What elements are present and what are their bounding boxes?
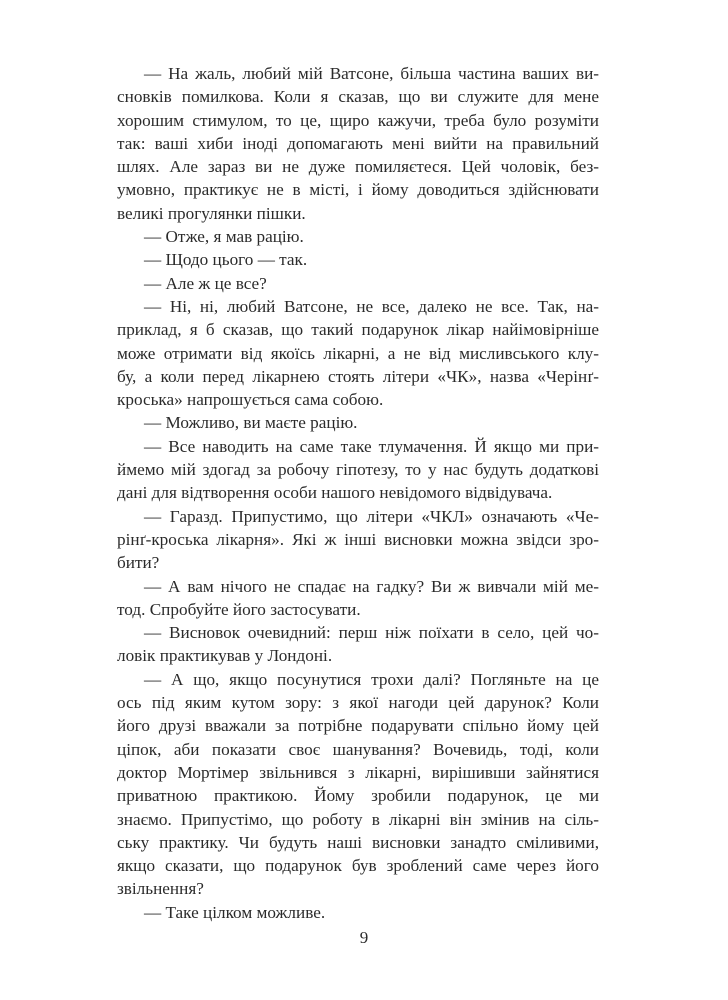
- text-line: ловік практикував у Лондоні.: [117, 646, 333, 666]
- body-text: [117, 62, 599, 924]
- text-line: знаємо. Припустімо, що роботу в лікарні він змінив на сіль-: [117, 809, 599, 829]
- text-line: сновків помилкова. Коли я сказав, що ви служите для мене: [117, 87, 599, 107]
- text-line: звільнення?: [117, 879, 204, 899]
- text-line: якщо сказати, що подарунок був зроблений саме через його: [117, 856, 599, 876]
- text-line: доктор Мортімер звільнився з лікарні, вирішивши зайнятися: [117, 762, 599, 782]
- text-line: — Щодо цього — так.: [144, 250, 308, 270]
- text-line: — Ні, ні, любий Ватсоне, не все, далеко не все. Так, на-: [144, 296, 599, 316]
- text-line: хорошим стимулом, то це, щиро кажучи, треба було розуміти: [117, 110, 599, 130]
- text-line: великі прогулянки пішки.: [117, 203, 306, 223]
- text-line: дані для відтворення особи нашого невідомого відвідувача.: [117, 483, 553, 503]
- text-line: — Можливо, ви маєте рацію.: [144, 413, 358, 433]
- text-line: — Висновок очевидний: перш ніж поїхати в село, цей чо-: [144, 623, 599, 643]
- text-line: тод. Спробуйте його застосувати.: [117, 599, 361, 619]
- text-line: його друзі вважали за потрібне подарувати спільно йому цей: [117, 716, 599, 736]
- text-line: шлях. Але зараз ви не дуже помиляєтеся. Цей чоловік, без-: [117, 157, 599, 177]
- page-number: 9: [359, 928, 369, 947]
- text-line: ціпок, аби показати своє шанування? Вочевидь, тоді, коли: [117, 739, 599, 759]
- text-line: ось під яким кутом зору: з якої нагоди цей дарунок? Коли: [117, 693, 599, 713]
- text-line: рінґ-кроська лікарня». Які ж інші висновки можна звідси зро-: [117, 529, 599, 549]
- text-line: бу, а коли перед лікарнею стоять літери «ЧК», назва «Черінґ-: [117, 366, 599, 386]
- text-line: — А що, якщо посунутися трохи далі? Погляньте на це: [144, 669, 599, 689]
- text-line: бити?: [117, 553, 160, 573]
- text-line: умовно, практикує не в місті, і йому доводиться здійснювати: [117, 180, 599, 200]
- text-line: — На жаль, любий мій Ватсоне, більша частина ваших ви-: [144, 64, 599, 83]
- text-line: — Але ж це все?: [144, 273, 267, 293]
- text-line: — Гаразд. Припустимо, що літери «ЧКЛ» означають «Че-: [144, 506, 599, 526]
- text-line: приватною практикою. Йому зробили подарунок, це ми: [117, 786, 599, 806]
- text-line: — А вам нічого не спадає на гадку? Ви ж вивчали мій ме-: [144, 576, 599, 596]
- text-line: — Таке цілком можливе.: [144, 902, 326, 922]
- text-line: може отримати від якоїсь лікарні, а не від мисливського клу-: [117, 343, 599, 363]
- text-line: ську практику. Чи будуть наші висновки занадто сміливими,: [117, 832, 599, 852]
- text-line: приклад, я б сказав, що такий подарунок лікар найімовірніше: [117, 320, 599, 340]
- text-line: — Все наводить на саме таке тлумачення. Й якщо ми при-: [144, 436, 599, 456]
- text-line: ймемо мій здогад за робочу гіпотезу, то у нас будуть додаткові: [117, 460, 599, 480]
- text-line: кроська» напрошується сама собою.: [117, 390, 384, 410]
- text-line: так: ваші хиби іноді допомагають мені вийти на правильний: [117, 133, 599, 153]
- text-line: — Отже, я мав рацію.: [144, 227, 304, 247]
